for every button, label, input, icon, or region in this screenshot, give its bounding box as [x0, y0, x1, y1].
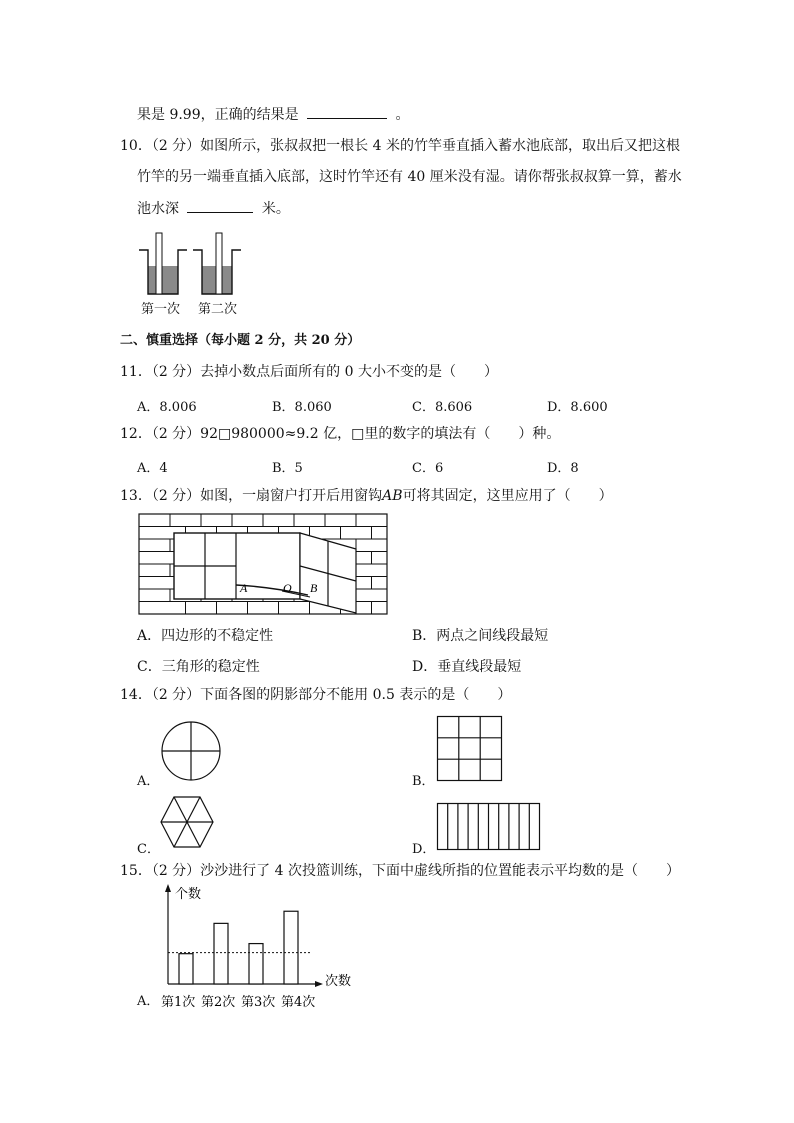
q10-answer-blank[interactable] — [187, 198, 253, 213]
q11-stem: 11．（2 分）去掉小数点后面所有的 0 大小不变的是（ ） — [120, 364, 498, 380]
q13-stem-before: 13．（2 分）如图，一扇窗户打开后用窗钩 — [120, 488, 383, 504]
q14-option-b[interactable]: B． — [412, 774, 435, 789]
q14-circle-figure — [161, 721, 221, 781]
q15-bar-chart — [155, 884, 365, 1008]
q10-line2: 竹竿的另一端垂直插入底部，这时竹竿还有 40 厘米没有湿。请你帮张叔叔算一算，蓄水 — [137, 169, 682, 185]
q11-option-a[interactable]: A．8.006 — [137, 400, 197, 415]
y-axis-label: 个数 — [175, 887, 202, 902]
x-tick-label-2: 第2次 — [201, 995, 236, 1010]
q12-option-c[interactable]: C．6 — [412, 461, 444, 476]
q10-line3 — [137, 198, 290, 219]
label-a: A — [240, 581, 248, 595]
q10-line1: 10．（2 分）如图所示，张叔叔把一根长 4 米的竹竿垂直插入蓄水池底部，取出后又把这根 — [120, 138, 680, 154]
q14-option-c[interactable]: C． — [137, 842, 160, 857]
q13-option-d[interactable]: D．垂直线段最短 — [412, 659, 522, 675]
q11-option-d[interactable]: D．8.600 — [547, 400, 608, 415]
x-axis-label: 次数 — [325, 974, 352, 989]
q14-stem: 14．（2 分）下面各图的阴影部分不能用 0.5 表示的是（ ） — [120, 687, 512, 703]
y-axis-arrow — [165, 884, 171, 892]
pool-first — [139, 233, 187, 294]
q15-option-a[interactable]: A． — [137, 994, 160, 1009]
q9-tail — [137, 104, 410, 125]
q14-option-a[interactable]: A． — [137, 774, 160, 789]
label-b: B — [310, 581, 318, 595]
q9-text-before: 果是 9.99，正确的结果是 — [137, 107, 299, 123]
q13-option-c[interactable]: C．三角形的稳定性 — [137, 659, 260, 675]
q10-text-after: 米。 — [261, 201, 290, 217]
label-o: O — [283, 581, 292, 595]
bar-2 — [214, 923, 228, 984]
q14-strips-figure — [437, 803, 541, 851]
x-tick-label-1: 第1次 — [161, 995, 196, 1010]
q10-figure — [135, 228, 245, 298]
q12-option-b[interactable]: B．5 — [272, 461, 303, 476]
q15-stem: 15．（2 分）沙沙进行了 4 次投篮训练，下面中虚线所指的位置能表示平均数的是（ ） — [120, 863, 680, 879]
x-tick-label-4: 第4次 — [281, 995, 316, 1010]
q9-text-after: 。 — [395, 107, 410, 123]
q10-text-before: 池水深 — [137, 201, 179, 217]
bar-3 — [249, 944, 263, 984]
q13-stem — [120, 486, 613, 506]
q12-stem: 12．（2 分）92□980000≈9.2 亿，□里的数字的填法有（ ）种。 — [120, 426, 561, 442]
bar-1 — [179, 954, 193, 984]
q12-option-d[interactable]: D．8 — [547, 461, 579, 476]
q11-option-c[interactable]: C．8.606 — [412, 400, 473, 415]
caption-second: 第二次 — [198, 302, 238, 317]
q9-answer-blank[interactable] — [307, 104, 387, 119]
section2-title: 二、慎重选择（每小题 2 分，共 20 分） — [120, 333, 361, 348]
x-tick-label-3: 第3次 — [241, 995, 276, 1010]
pole-first — [156, 233, 162, 294]
q13-option-b[interactable]: B．两点之间线段最短 — [412, 628, 549, 644]
q14-option-d[interactable]: D． — [412, 842, 436, 857]
caption-first: 第一次 — [141, 302, 181, 317]
pole-second — [216, 233, 222, 294]
q12-option-a[interactable]: A．4 — [137, 461, 168, 476]
q14-hexagon-figure — [160, 795, 214, 849]
q13-option-a[interactable]: A．四边形的不稳定性 — [137, 628, 274, 644]
q11-option-b[interactable]: B．8.060 — [272, 400, 332, 415]
x-axis-arrow — [315, 981, 323, 987]
q13-stem-after: 可将其固定，这里应用了（ ） — [402, 488, 613, 504]
q13-stem-ab: AB — [382, 488, 403, 504]
x-tick-labels — [161, 994, 315, 1010]
q14-grid-figure — [437, 716, 503, 782]
bar-4 — [284, 911, 298, 984]
pool-first-water — [148, 266, 178, 294]
bars — [179, 911, 298, 984]
q13-window-figure — [138, 513, 388, 615]
pool-second — [193, 233, 241, 294]
